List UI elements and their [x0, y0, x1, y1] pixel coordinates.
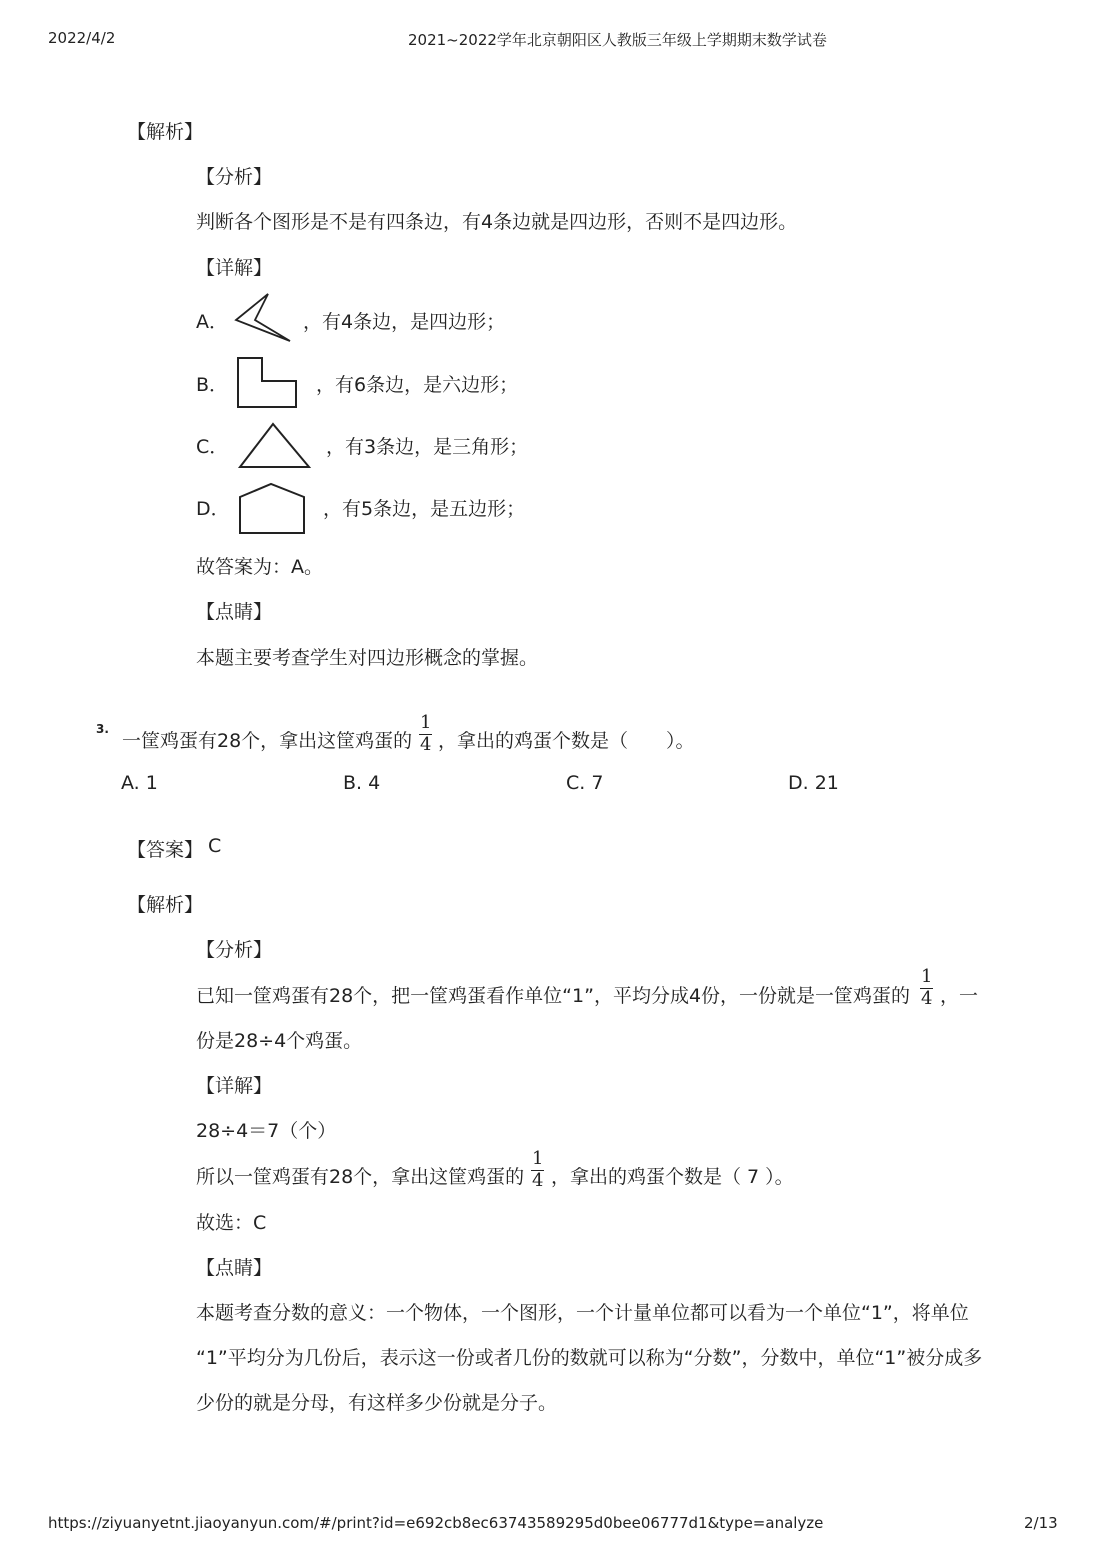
result-before: 所以一筐鸡蛋有28个，拿出这筐鸡蛋的	[196, 1166, 525, 1188]
item-b-text: ，有6条边，是六边形；	[316, 374, 519, 396]
fenxi-label: 【分析】	[196, 166, 273, 188]
choice: 故选：C	[196, 1212, 267, 1234]
item-c-text: ，有3条边，是三角形；	[326, 436, 529, 458]
question-number: 3.	[96, 722, 109, 736]
pentagon-icon	[237, 481, 309, 537]
xiangjie-label: 【详解】	[196, 1075, 273, 1097]
option-d: D. 21	[788, 772, 839, 794]
fenxi-line-1: 已知一筐鸡蛋有28个，把一筐鸡蛋看作单位“1”，平均分成4份，一份就是一筐鸡蛋的	[196, 985, 911, 1007]
fraction-numerator: 1	[921, 966, 933, 987]
page-number: 2/13	[1024, 1514, 1058, 1532]
fraction-numerator: 1	[420, 712, 432, 733]
dianjing-line-3: 少份的就是分母，有这样多少份就是分子。	[196, 1392, 558, 1414]
dianjing-line-2: “1”平均分为几份后，表示这一份或者几份的数就可以称为“分数”，分数中，单位“1”被分成多	[196, 1347, 983, 1369]
triangle-icon	[237, 421, 313, 471]
answer-label: 【答案】	[127, 839, 204, 861]
item-b-letter: B．	[196, 374, 229, 396]
fraction-denominator: 4	[420, 734, 432, 755]
dianjing-label: 【点睛】	[196, 1257, 273, 1279]
item-d-text: ，有5条边，是五边形；	[323, 498, 526, 520]
fraction-denominator: 4	[532, 1170, 544, 1191]
option-a: A. 1	[121, 772, 158, 794]
fenxi-line-2: 份是28÷4个鸡蛋。	[196, 1030, 363, 1052]
analysis-heading: 【解析】	[127, 121, 204, 143]
fenxi-text: 判断各个图形是不是有四条边，有4条边就是四边形，否则不是四边形。	[196, 211, 798, 233]
footer-url[interactable]: https://ziyuanyetnt.jiaoyanyun.com/#/print?id=e692cb8ec63743589295d0bee06777d1&type=analyze	[48, 1514, 824, 1532]
print-date: 2022/4/2	[48, 29, 116, 47]
dianjing-text: 本题主要考查学生对四边形概念的掌握。	[196, 647, 539, 669]
item-a-text: ，有4条边，是四边形；	[303, 311, 506, 333]
analysis-heading: 【解析】	[127, 894, 204, 916]
option-c: C. 7	[566, 772, 604, 794]
q3-fraction	[419, 714, 432, 754]
q3-stem-after: ，拿出的鸡蛋个数是（ ）。	[438, 730, 695, 752]
dianjing-line-1: 本题考查分数的意义：一个物体，一个图形，一个计量单位都可以看为一个单位“1”，将单位	[196, 1302, 969, 1324]
xiangjie-label: 【详解】	[196, 257, 273, 279]
result-fraction	[531, 1150, 544, 1190]
fraction-numerator: 1	[532, 1148, 544, 1169]
fenxi-label: 【分析】	[196, 939, 273, 961]
q2-conclusion: 故答案为：A。	[196, 556, 323, 578]
item-c-letter: C．	[196, 436, 229, 458]
item-a-letter: A．	[196, 311, 228, 333]
fenxi-line-1-tail: ，一	[940, 985, 979, 1007]
fenxi-fraction	[920, 968, 933, 1008]
concave-quadrilateral-icon	[233, 292, 295, 344]
l-shape-hexagon-icon	[235, 355, 300, 411]
option-b: B. 4	[343, 772, 381, 794]
dianjing-label: 【点睛】	[196, 601, 273, 623]
q3-stem-before: 一筐鸡蛋有28个，拿出这筐鸡蛋的	[122, 730, 413, 752]
answer-value: C	[208, 835, 222, 857]
fraction-denominator: 4	[921, 988, 933, 1009]
calculation: 28÷4＝7（个）	[196, 1120, 337, 1142]
result-after: ，拿出的鸡蛋个数是（ 7 ）。	[551, 1166, 794, 1188]
document-title: 2021~2022学年北京朝阳区人教版三年级上学期期末数学试卷	[408, 31, 827, 49]
item-d-letter: D．	[196, 498, 230, 520]
